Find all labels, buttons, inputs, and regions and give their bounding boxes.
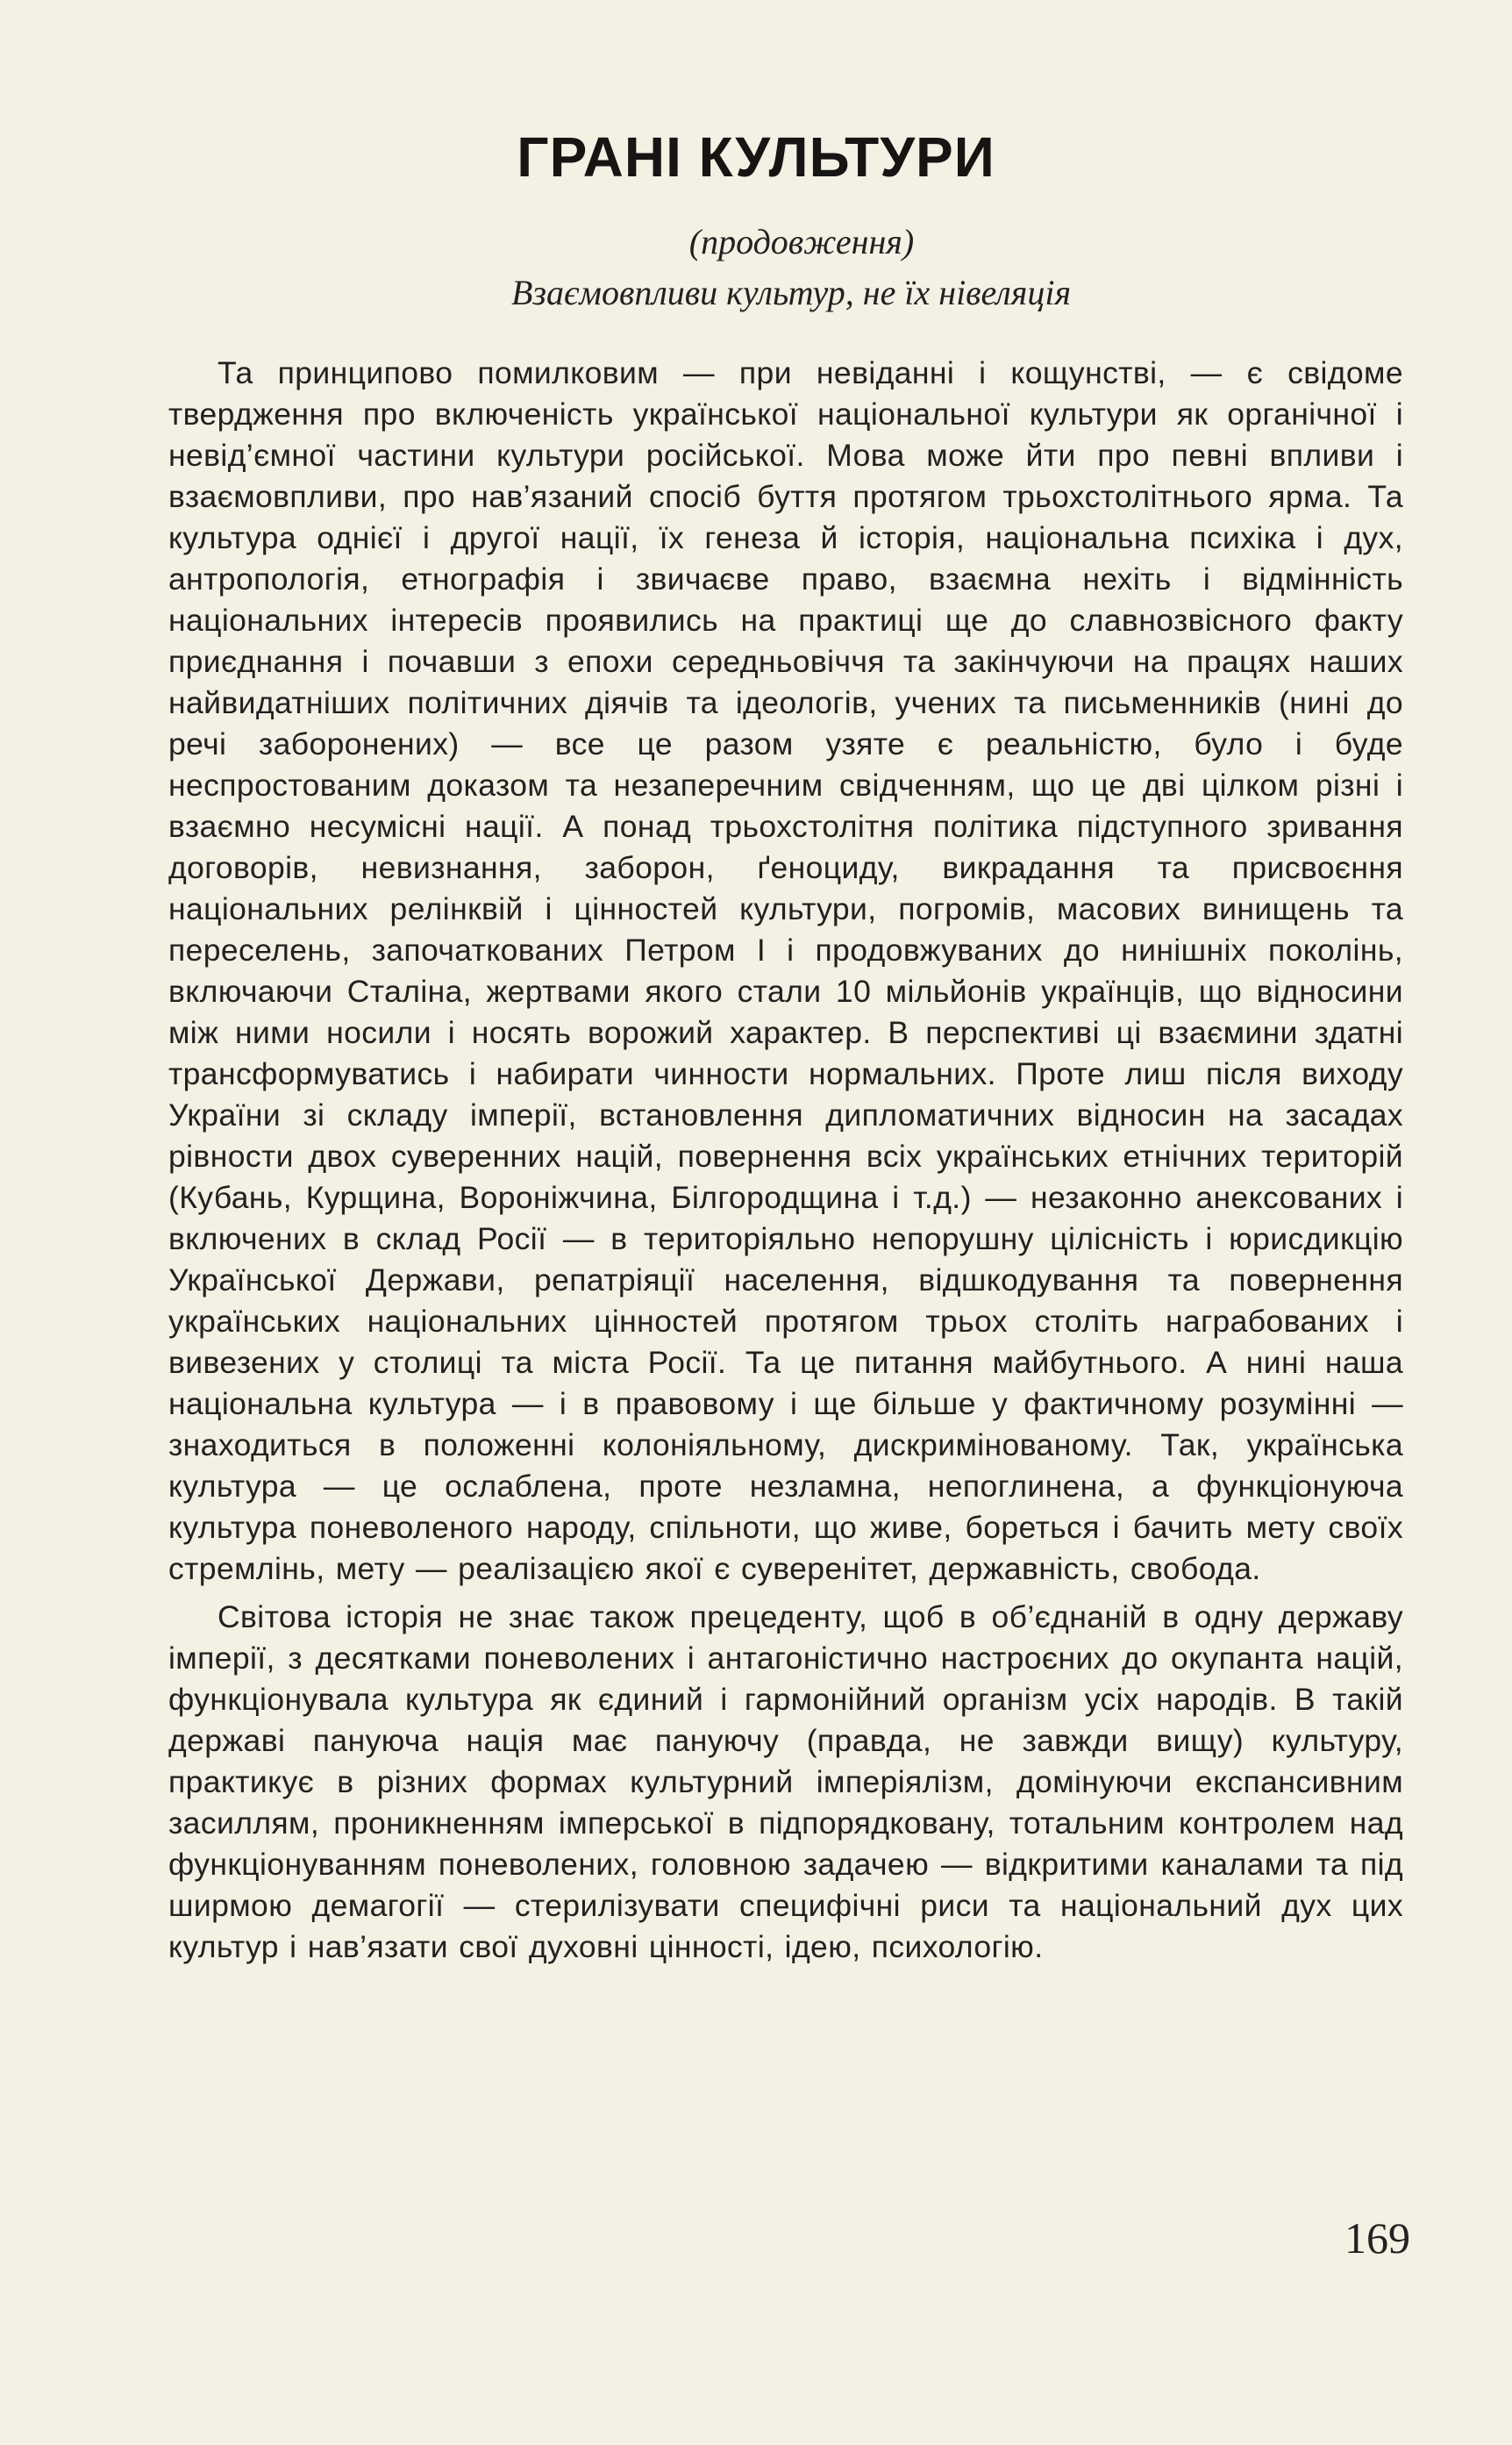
- page-number: 169: [1344, 2213, 1410, 2263]
- paragraph: Та принципово помилковим — при невіданні і кощунстві, — є свідоме твердження про включеність української національної культури як органічної і невід’ємної частини культури російської. Мова може йти про певні впливи і взаємовпливи, про нав’язаний спосіб буття протягом трьохстолітнього ярма. Та культура однієї і другої нації, їх генеза й історія, національна психіка і дух, антропологія, етнографія і звичаєве право, взаємна нехіть і відмінність національних інтересів проявились на практиці ще до славнозвісного факту приєднання і почавши з епохи середньовіччя та закінчуючи на працях наших найвидатніших політичних діячів та ідеологів, учених та письменників (нині до речі заборонених) — все це разом узяте є реальністю, було і буде неспростованим доказом та незаперечним свідченням, що це дві цілком різні і взаємно несумісні нації. А понад трьохстолітня політика підступного зривання договорів, невизнання, заборон, ґеноциду, викрадання та присвоєння національних релінквій і цінностей культури, погромів, масових винищень та переселень, започаткованих Петром І і продовжуваних до нинішніх поколінь, включаючи Сталіна, жертвами якого стали 10 мільйонів українців, що відносини між ними носили і носять ворожий характер. В перспективі ці взаємини здатні трансформуватись і набирати чинности нормальних. Проте лиш після виходу України зі складу імперії, встановлення дипломатичних відносин на засадах рівности двох суверенних націй, повернення всіх українських етнічних територій (Кубань, Курщина, Вороніжчина, Білгородщина і т.д.) — незаконно анексованих і включених в склад Росії — в територіяльно непорушну цілісність і юрисдикцію Української Держави, репатріяції населення, відшкодування та повернення українських національних цінностей протягом трьох століть награбованих і вивезених у столиці та міста Росії. Та це питання майбутнього. А нині наша національна культура — і в правовому і ще більше у фактичному розумінні — знаходиться в положенні колоніяльному, дискримінованому. Так, українська культура — це ослаблена, проте незламна, непоглинена, а функціонуюча культура поневоленого народу, спільноти, що живе, бореться і бачить мету своїх стремлінь, мету — реалізацією якої є суверенітет, державність, свобода.: [168, 355, 1403, 1586]
- page-title: ГРАНІ КУЛЬТУРИ: [517, 125, 995, 189]
- section-subtitle: Взаємовпливи культур, не їх нівеляція: [510, 273, 1072, 312]
- continuation-note: (продовження): [688, 222, 915, 261]
- paragraph: Світова історія не знає також прецеденту, щоб в об’єднаній в одну державу імперії, з десятками поневолених і антагоністично настроєних до окупанта націй, функціонувала культура як єдиний і гармонійний організм усіх народів. В такій державі пануюча нація має пануючу (правда, не завжди вищу) культуру, практикує в різних формах культурний імперіялізм, домінуючи експансивним засиллям, проникненням імперської в підпорядковану, тотальним контролем над функціонуванням поневолених, головною задачею — відкритими каналами та під ширмою демагогії — стерилізувати специфічні риси та національний дух цих культур і нав’язати свої духовні цінності, ідею, психологію.: [168, 1599, 1403, 1964]
- article-body: [168, 353, 1403, 1968]
